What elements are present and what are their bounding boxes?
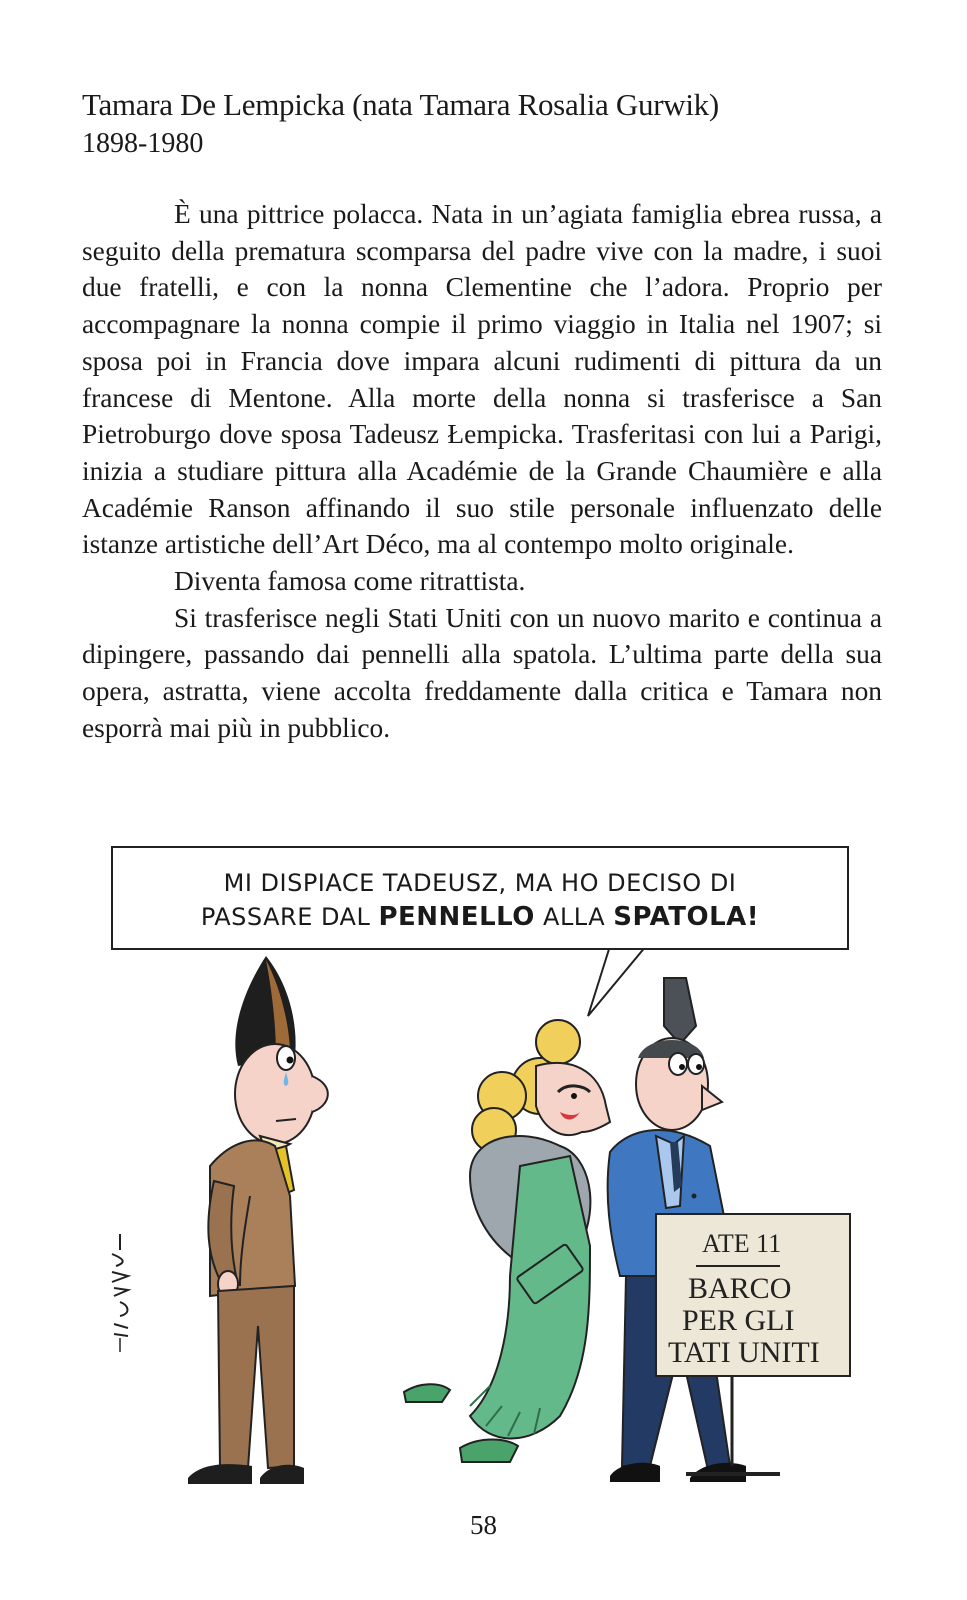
- balloon-line-1: MI DISPIACE TADEUSZ, MA HO DECISO DI: [223, 869, 737, 897]
- life-years: 1898-1980: [82, 128, 204, 159]
- cartoon-illustration: [90, 946, 880, 1506]
- balloon-emphasis: SPATOLA!: [613, 902, 760, 932]
- balloon-text: ALLA: [534, 903, 614, 931]
- sign-line-1: ATE 11: [702, 1229, 782, 1258]
- page-number: 58: [470, 1510, 497, 1540]
- woman-figure: [404, 1020, 610, 1462]
- paragraph: Si trasferisce negli Stati Uniti con un nuovo marito e continua a dipingere, passando dai pennelli alla spatola. L’ultima parte della sua opera, astratta, viene accolta freddamente dalla critica e Tamara non esporrà mai più in pubblico.: [82, 602, 882, 743]
- page-title: Tamara De Lempicka (nata Tamara Rosalia Gurwik): [82, 87, 719, 122]
- sign-line-3: PER GLI: [682, 1304, 795, 1337]
- balloon-tail: [588, 946, 646, 1016]
- artist-signature: [108, 1232, 132, 1352]
- sign-line-2: BARCO: [688, 1272, 792, 1305]
- balloon-text: PASSARE DAL: [200, 903, 379, 931]
- balloon-line-2: [113, 900, 847, 934]
- left-man-figure: [188, 956, 328, 1484]
- gate-sign: [656, 1214, 850, 1474]
- paragraph: È una pittrice polacca. Nata in un’agiata famiglia ebrea russa, a seguito della prematura scomparsa del padre vive con la madre, i suoi due fratelli, e con la nonna Clementine che l’adora. Proprio per accompagnare la nonna compie il primo viaggio in Italia nel 1907; si sposa poi in Francia dove impara alcuni rudimenti di pittura da un francese di Mentone. Alla morte della nonna si trasferisce a San Pietroburgo dove sposa Tadeusz Łempicka. Trasferitasi con lui a Parigi, inizia a studiare pittura alla Académie de la Grande Chaumière e alla Académie Ranson affinando il suo stile personale influenzato delle istanze artistiche dell’Art Déco, ma al contempo molto originale.: [82, 199, 882, 560]
- balloon-emphasis: PENNELLO: [378, 902, 535, 932]
- speech-balloon: [111, 846, 849, 950]
- paragraph: Diventa famosa come ritrattista.: [174, 566, 526, 597]
- biography-text: [82, 196, 882, 747]
- sign-line-4: TATI UNITI: [668, 1336, 820, 1369]
